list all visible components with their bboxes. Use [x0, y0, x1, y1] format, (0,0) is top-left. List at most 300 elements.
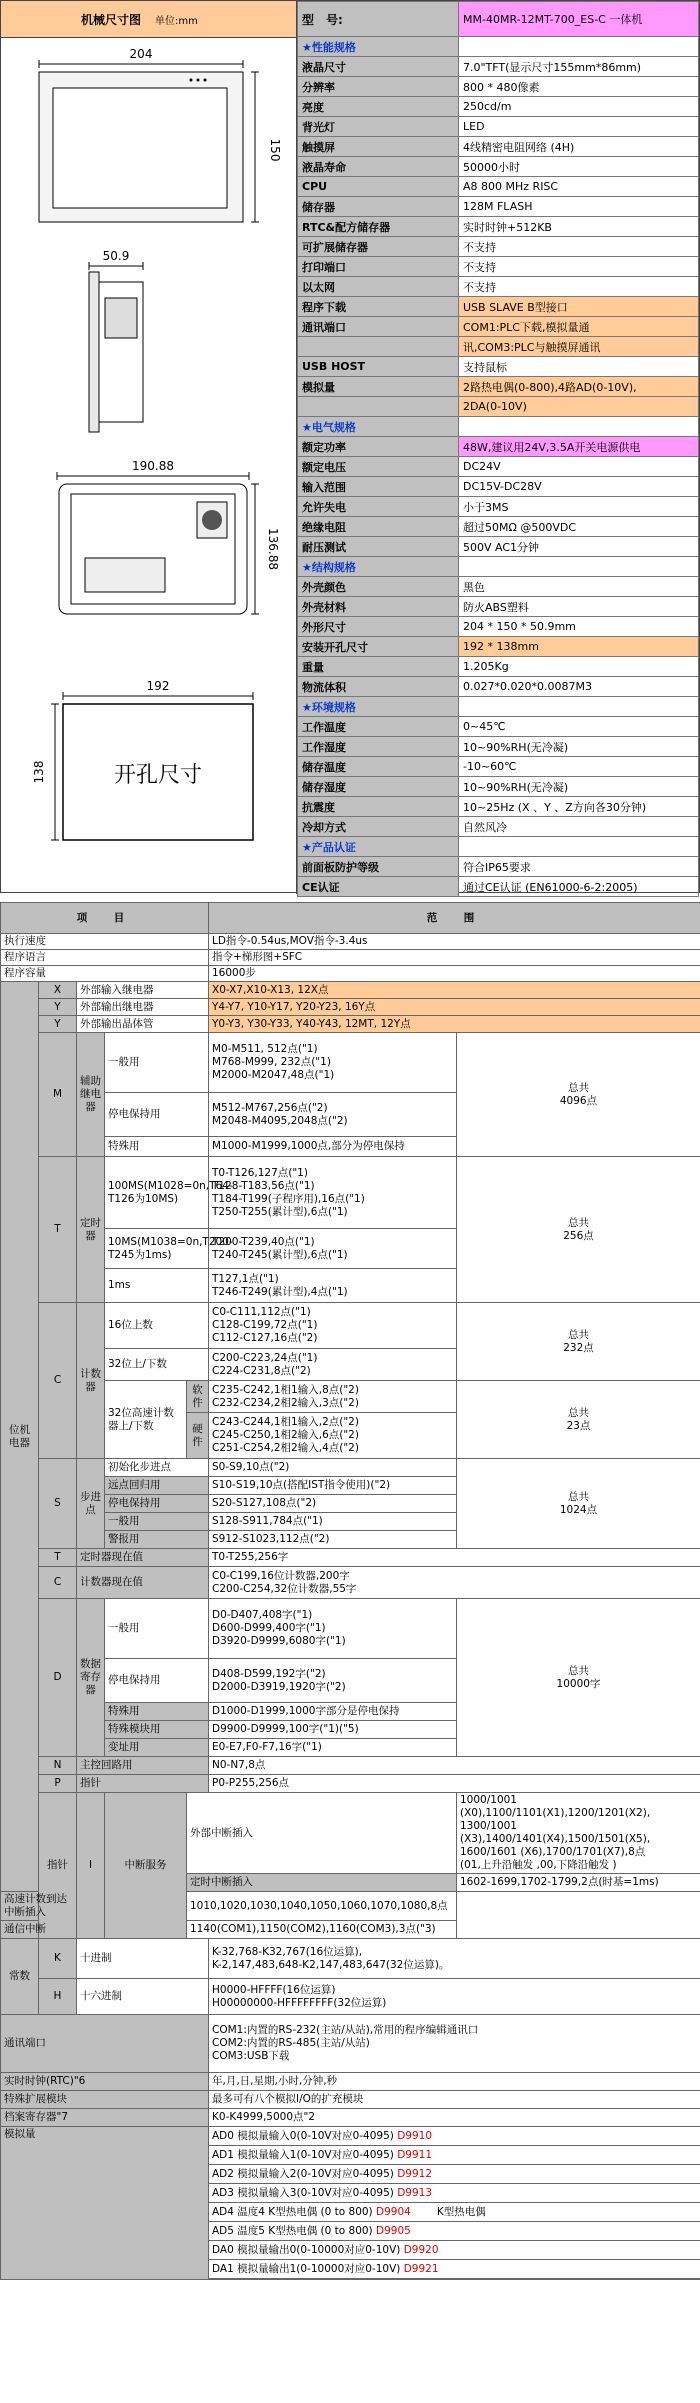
spec-value: 通过CE认证 (EN61000-6-2:2005) — [459, 877, 699, 897]
d2-key: 停电保持用 — [105, 1659, 209, 1703]
s1-key: 初始化步进点 — [105, 1459, 209, 1477]
spec-section-row — [298, 837, 699, 857]
x-key: 外部输入继电器 — [77, 982, 209, 999]
analog-cell — [209, 2184, 700, 2203]
spec-key: 工作温度 — [298, 717, 459, 737]
spec-key-blank — [298, 337, 459, 357]
spec-row — [298, 877, 699, 897]
p-key: 指针 — [77, 1775, 209, 1793]
d-group: 数据寄存器 — [77, 1599, 105, 1757]
spec-row — [298, 737, 699, 757]
p-code: P — [39, 1775, 77, 1793]
analog-row — [209, 2241, 700, 2260]
spec-key: USB HOST — [298, 357, 459, 377]
spec-key: 液晶尺寸 — [298, 57, 459, 77]
spec-value: 1.205Kg — [459, 657, 699, 677]
t-code: T — [39, 1157, 77, 1303]
spec-row — [298, 117, 699, 137]
y2-value: Y0-Y3, Y30-Y33, Y40-Y43, 12MT, 12Y点 — [209, 1016, 700, 1033]
spec-value: 0.027*0.020*0.0087M3 — [459, 677, 699, 697]
t-group: 定时器 — [77, 1157, 105, 1303]
spec-key: 抗震度 — [298, 797, 459, 817]
spec-value: 250cd/m — [459, 97, 699, 117]
spec-key: 前面板防护等级 — [298, 857, 459, 877]
exec-key: 执行速度 — [1, 934, 209, 950]
ext-value: 最多可有八个模拟I/O的扩充模块 — [209, 2091, 700, 2109]
spec-value: 黑色 — [459, 577, 699, 597]
spec-section-row — [298, 697, 699, 717]
i3-key: 高速计数到达中断插入 — [1, 1892, 77, 1921]
x-value: X0-X7,X10-X13, 12X点 — [209, 982, 700, 999]
spec-row — [298, 277, 699, 297]
spec-section-row — [298, 557, 699, 577]
i1-key: 外部中断插入 — [187, 1793, 457, 1874]
cv-code: C — [39, 1567, 77, 1599]
k-value: K-32,768-K32,767(16位运算), K-2,147,483,648-K2,147,483,647(32位运算)。 — [209, 1939, 700, 1979]
spec-value: DC24V — [459, 457, 699, 477]
spec-table-body — [298, 2, 699, 897]
m-group: 辅助继电器 — [77, 1033, 105, 1157]
spec-value: -10~60℃ — [459, 757, 699, 777]
com-value: COM1:内置的RS-232(主站/从站),常用的程序编辑通讯口 COM2:内置的RS-485(主站/从站) COM3:USB下载 — [209, 2015, 700, 2073]
drawings-title: 机械尺寸图 — [81, 12, 142, 27]
spec-key: 液晶寿命 — [298, 157, 459, 177]
analog-cell — [209, 2260, 700, 2279]
analog-table — [209, 2127, 700, 2279]
com-key: 通讯端口 — [1, 2015, 209, 2073]
spec-section-row — [298, 417, 699, 437]
t2-key: 10MS(M1038=0n,T200-T245为1ms) — [105, 1229, 209, 1269]
cv-value: C0-C199,16位计数器,200字 C200-C254,32位计数器,55字 — [209, 1567, 700, 1599]
spec-row — [298, 157, 699, 177]
spec-key: 工作湿度 — [298, 737, 459, 757]
spec-row — [298, 497, 699, 517]
c3-hard-value: C243-C244,1相1输入,2点("2) C245-C250,1相2输入,6点("2) C251-C254,2相2输入,4点("2) — [209, 1413, 457, 1459]
spec-value: USB SLAVE B型接口 — [459, 297, 699, 317]
spec-row — [298, 757, 699, 777]
cutout-label: 开孔尺寸 — [113, 763, 203, 788]
s1-value: S0-S9,10点("2) — [209, 1459, 457, 1477]
n-code: N — [39, 1757, 77, 1775]
spec-key-blank — [298, 397, 459, 417]
spec-row — [298, 177, 699, 197]
tv-code: T — [39, 1549, 77, 1567]
spec-key: 额定功率 — [298, 437, 459, 457]
s5-key: 警报用 — [105, 1531, 209, 1549]
spec-key: 打印端口 — [298, 257, 459, 277]
spec-row — [298, 437, 699, 457]
spec-key: 额定电压 — [298, 457, 459, 477]
h-key: 十六进制 — [77, 1979, 209, 2015]
spec-row — [298, 637, 699, 657]
spec-value: 符合IP65要求 — [459, 857, 699, 877]
spec-row-cont — [298, 337, 699, 357]
spec-row — [298, 317, 699, 337]
analog-desc: AD2 模拟量输入2(0-10V对应0-4095) — [212, 2167, 398, 2180]
s-group: 步进点 — [77, 1459, 105, 1549]
file-value: K0-K4999,5000点"2 — [209, 2109, 700, 2127]
header-item: 项 目 — [1, 903, 209, 934]
spec-key: 背光灯 — [298, 117, 459, 137]
spec-value: A8 800 MHz RISC — [459, 177, 699, 197]
spec-value: DC15V-DC28V — [459, 477, 699, 497]
c1-value: C0-C111,112点("1) C128-C199,72点("1) C112-C127,16点("2) — [209, 1303, 457, 1349]
analog-cell — [209, 2146, 700, 2165]
spec-value: 500V AC1分钟 — [459, 537, 699, 557]
analog-cell — [209, 2203, 700, 2222]
cv-key: 计数器现在值 — [77, 1567, 209, 1599]
spec-row — [298, 357, 699, 377]
cap-value: 16000步 — [209, 966, 700, 982]
i-group: 中断服务 — [105, 1793, 187, 1939]
rtc-key: 实时时钟(RTC)"6 — [1, 2073, 209, 2091]
analog-key: 模拟量 — [1, 2127, 209, 2280]
ext-key: 特殊扩展模块 — [1, 2091, 209, 2109]
bit-relay-group — [1, 982, 39, 1892]
m1-value: M0-M511, 512点("1) M768-M999, 232点("1) M2000-M2047,48点("1) — [209, 1033, 457, 1093]
spec-value: 实时时钟+512KB — [459, 217, 699, 237]
analog-cell — [209, 2222, 700, 2241]
spec-value: 不支持 — [459, 237, 699, 257]
spec-row — [298, 617, 699, 637]
spec-section-title: ★性能规格 — [298, 37, 459, 57]
s2-value: S10-S19,10点(搭配IST指令使用)("2) — [209, 1477, 457, 1495]
spec-value-cont: 讯,COM3:PLC与触摸屏通讯 — [459, 337, 699, 357]
s4-value: S128-S911,784点("1) — [209, 1513, 457, 1531]
analog-row — [209, 2165, 700, 2184]
spec-key: CE认证 — [298, 877, 459, 897]
spec-section-blank — [459, 557, 699, 577]
t3-key: 1ms — [105, 1269, 209, 1303]
analog-row — [209, 2127, 700, 2146]
side-depth-label: 50.9 — [102, 249, 130, 263]
d-total: 总共 10000字 — [457, 1599, 700, 1757]
spec-section-blank — [459, 37, 699, 57]
m1-key: 一般用 — [105, 1033, 209, 1093]
c-total: 总共 232点 — [457, 1303, 700, 1381]
spec-row — [298, 597, 699, 617]
mechanical-drawings — [1, 1, 297, 894]
spec-value: 不支持 — [459, 277, 699, 297]
spec-key: 重量 — [298, 657, 459, 677]
spec-key: 安装开孔尺寸 — [298, 637, 459, 657]
spec-row — [298, 477, 699, 497]
c3-soft-value: C235-C242,1相1输入,8点("2) C232-C234,2相2输入,3点("2) — [209, 1381, 457, 1413]
analog-row — [209, 2146, 700, 2165]
c1-key: 16位上数 — [105, 1303, 209, 1349]
t-total: 总共 256点 — [457, 1157, 700, 1303]
s5-value: S912-S1023,112点("2) — [209, 1531, 457, 1549]
analog-cell — [209, 2127, 700, 2146]
analog-register: D9920 — [403, 2243, 439, 2256]
i1-value: 1000/1001 (X0),1100/1101(X1),1200/1201(X2), 1300/1001 (X3),1400/1401(X4),1500/1501(X5), 1600/1601 (X6),1700/1701(X7),8点 (01,上升沿触发 ,00,下降沿触发 ) — [457, 1793, 700, 1874]
n-value: N0-N7,8点 — [209, 1757, 700, 1775]
front-view — [39, 47, 282, 222]
analog-row — [209, 2203, 700, 2222]
spec-row — [298, 197, 699, 217]
spec-row — [298, 577, 699, 597]
m-total: 总共 4096点 — [457, 1033, 700, 1157]
spec-row — [298, 377, 699, 397]
m-code: M — [39, 1033, 77, 1157]
y2-key: 外部输出晶体管 — [77, 1016, 209, 1033]
tv-value: T0-T255,256字 — [209, 1549, 700, 1567]
s3-key: 停电保持用 — [105, 1495, 209, 1513]
spec-section-row — [298, 37, 699, 57]
spec-value: 7.0"TFT(显示尺寸155mm*86mm) — [459, 57, 699, 77]
analog-cell — [209, 2241, 700, 2260]
s-code: S — [39, 1459, 77, 1549]
d-code: D — [39, 1599, 77, 1757]
model-key: 型 号: — [298, 2, 459, 37]
analog-note: K型热电偶 — [436, 2205, 486, 2218]
spec-key: 可扩展储存器 — [298, 237, 459, 257]
spec-row — [298, 77, 699, 97]
c3-key: 32位高速计数器上/下数 — [105, 1381, 187, 1459]
spec-key: 耐压测试 — [298, 537, 459, 557]
rtc-value: 年,月,日,星期,小时,分钟,秒 — [209, 2073, 700, 2091]
d5-value: E0-E7,F0-F7,16字("1) — [209, 1739, 457, 1757]
analog-row — [209, 2184, 700, 2203]
pointer-group: 指针 — [39, 1793, 77, 1939]
c2-key: 32位上/下数 — [105, 1349, 209, 1381]
analog-register: D9905 — [376, 2224, 411, 2237]
spec-key: 触摸屏 — [298, 137, 459, 157]
c3-hard: 硬件 — [187, 1413, 209, 1459]
spec-value: 10~25Hz (X 、Y 、Z方向各30分钟) — [459, 797, 699, 817]
d5-key: 变址用 — [105, 1739, 209, 1757]
analog-register: D9911 — [397, 2148, 433, 2161]
spec-key: 储存湿度 — [298, 777, 459, 797]
i3-value: 1010,1020,1030,1040,1050,1060,1070,1080,8点 — [187, 1892, 457, 1921]
d4-value: D9900-D9999,100字("1)("5) — [209, 1721, 457, 1739]
spec-section-title: ★产品认证 — [298, 837, 459, 857]
spec-row — [298, 237, 699, 257]
analog-desc: AD4 温度4 K型热电偶 (0 to 800) — [212, 2205, 376, 2218]
back-view — [57, 459, 280, 614]
n-key: 主控回路用 — [77, 1757, 209, 1775]
m3-key: 特殊用 — [105, 1137, 209, 1157]
spec-row — [298, 217, 699, 237]
spec-value: 128M FLASH — [459, 197, 699, 217]
file-key: 档案寄存器"7 — [1, 2109, 209, 2127]
spec-section-title: ★环境规格 — [298, 697, 459, 717]
spec-value: 自然风冷 — [459, 817, 699, 837]
spec-value: 48W,建议用24V,3.5A开关电源供电 — [459, 437, 699, 457]
s-total: 总共 1024点 — [457, 1459, 700, 1549]
spec-row — [298, 537, 699, 557]
side-view — [89, 249, 143, 432]
i4-key: 通信中断 — [1, 1921, 77, 1939]
c-code: C — [39, 1303, 77, 1459]
y-code: Y — [39, 999, 77, 1016]
spec-key: 亮度 — [298, 97, 459, 117]
spec-section-blank — [459, 837, 699, 857]
exec-value: LD指令-0.54us,MOV指令-3.4us — [209, 934, 700, 950]
cutout-view — [32, 679, 253, 840]
spec-row — [298, 777, 699, 797]
d1-value: D0-D407,408字("1) D600-D999,400字("1) D3920-D9999,6080字("1) — [209, 1599, 457, 1659]
spec-row — [298, 817, 699, 837]
p-value: P0-P255,256点 — [209, 1775, 700, 1793]
cutout-width-label: 192 — [146, 679, 170, 693]
i4-value: 1140(COM1),1150(COM2),1160(COM3),3点("3) — [187, 1921, 457, 1939]
spec-key: RTC&配方储存器 — [298, 217, 459, 237]
spec-value: 防火ABS塑料 — [459, 597, 699, 617]
spec-key: 模拟量 — [298, 377, 459, 397]
spec-value: 0~45℃ — [459, 717, 699, 737]
spec-row-cont — [298, 397, 699, 417]
spec-value: 4线精密电阻网络 (4H) — [459, 137, 699, 157]
t3-value: T127,1点("1) T246-T249(累计型),4点("1) — [209, 1269, 457, 1303]
analog-cell — [209, 2165, 700, 2184]
spec-row — [298, 297, 699, 317]
spec-value: 10~90%RH(无冷凝) — [459, 737, 699, 757]
k-key: 十进制 — [77, 1939, 209, 1979]
spec-row — [298, 457, 699, 477]
d3-key: 特殊用 — [105, 1703, 209, 1721]
plc-spec-table — [0, 902, 700, 2280]
spec-value: 超过50MΩ @500VDC — [459, 517, 699, 537]
spec-row — [298, 717, 699, 737]
t2-value: T200-T239,40点("1) T240-T245(累计型),6点("1) — [209, 1229, 457, 1269]
i-code: I — [77, 1793, 105, 1939]
spec-key: 冷却方式 — [298, 817, 459, 837]
d3-value: D1000-D1999,1000字部分是停电保持 — [209, 1703, 457, 1721]
back-height-label: 136.88 — [266, 528, 280, 570]
lang-value: 指令+梯形图+SFC — [209, 950, 700, 966]
spec-key: 通讯端口 — [298, 317, 459, 337]
m2-value: M512-M767,256点("2) M2048-M4095,2048点("2) — [209, 1093, 457, 1137]
c3-total: 总共 23点 — [457, 1381, 700, 1459]
i2-value: 1602-1699,1702-1799,2点(时基=1ms) — [457, 1874, 700, 1892]
analog-register: D9921 — [403, 2262, 439, 2275]
spec-row — [298, 797, 699, 817]
spec-key: 允许失电 — [298, 497, 459, 517]
bit-relay-label: 位机电器 — [9, 1423, 30, 1449]
spec-section-title: ★电气规格 — [298, 417, 459, 437]
spec-section-blank — [459, 417, 699, 437]
spec-value: 204 * 150 * 50.9mm — [459, 617, 699, 637]
m3-value: M1000-M1999,1000点,部分为停电保持 — [209, 1137, 457, 1157]
front-width-label: 204 — [129, 47, 153, 61]
spec-key: 以太网 — [298, 277, 459, 297]
spec-value: COM1:PLC下载,模拟量通 — [459, 317, 699, 337]
spec-row — [298, 677, 699, 697]
y2-code: Y — [39, 1016, 77, 1033]
spec-row — [298, 657, 699, 677]
spec-table — [297, 1, 699, 897]
spec-section-blank — [459, 697, 699, 717]
spec-key: 分辨率 — [298, 77, 459, 97]
spec-value: LED — [459, 117, 699, 137]
t1-value: T0-T126,127点("1) T128-T183,56点("1) T184-T199(子程序用),16点("1) T250-T255(累计型),6点("1) — [209, 1157, 457, 1229]
analog-desc: AD0 模拟量输入0(0-10V对应0-4095) — [212, 2129, 398, 2142]
s4-key: 一般用 — [105, 1513, 209, 1531]
spec-value: 2路热电偶(0-800),4路AD(0-10V), — [459, 377, 699, 397]
s2-key: 远点回归用 — [105, 1477, 209, 1495]
spec-value: 192 * 138mm — [459, 637, 699, 657]
spec-value: 不支持 — [459, 257, 699, 277]
t1-key: 100MS(M1028=0n,T64-T126为10MS) — [105, 1157, 209, 1229]
drawings-unit: 单位:mm — [155, 15, 198, 27]
k-code: K — [39, 1939, 77, 1979]
analog-row — [209, 2260, 700, 2279]
spec-row — [298, 517, 699, 537]
analog-desc: DA0 模拟量输出0(0-10000对应0-10V) — [212, 2243, 404, 2256]
cutout-height-label: 138 — [32, 760, 46, 784]
back-width-label: 190.88 — [132, 459, 174, 473]
spec-key: 绝缘电阻 — [298, 517, 459, 537]
spec-value: 800 * 480像素 — [459, 77, 699, 97]
spec-value: 50000小时 — [459, 157, 699, 177]
spec-key: 储存温度 — [298, 757, 459, 777]
spec-value-cont: 2DA(0-10V) — [459, 397, 699, 417]
analog-desc: AD1 模拟量输入1(0-10V对应0-4095) — [212, 2148, 398, 2161]
m2-key: 停电保持用 — [105, 1093, 209, 1137]
spec-row — [298, 857, 699, 877]
analog-register: D9904 — [376, 2205, 411, 2218]
h-code: H — [39, 1979, 77, 2015]
h-value: H0000-HFFFF(16位运算) H00000000-HFFFFFFFF(32位运算) — [209, 1979, 700, 2015]
spec-row — [298, 137, 699, 157]
analog-desc: DA1 模拟量输出1(0-10000对应0-10V) — [212, 2262, 404, 2275]
y-key: 外部输出继电器 — [77, 999, 209, 1016]
analog-list — [209, 2127, 700, 2280]
spec-key: 输入范围 — [298, 477, 459, 497]
header-range: 范 围 — [209, 903, 700, 934]
spec-value: 小于3MS — [459, 497, 699, 517]
spec-value: 10~90%RH(无冷凝) — [459, 777, 699, 797]
spec-key: 外壳颜色 — [298, 577, 459, 597]
spec-row — [298, 57, 699, 77]
dimension-drawings — [1, 38, 295, 894]
analog-desc: AD5 温度5 K型热电偶 (0 to 800) — [212, 2224, 376, 2237]
spec-key: 程序下载 — [298, 297, 459, 317]
analog-register: D9910 — [397, 2129, 433, 2142]
drawings-header — [1, 1, 296, 38]
tv-key: 定时器现在值 — [77, 1549, 209, 1567]
c3-soft: 软件 — [187, 1381, 209, 1413]
spec-row — [298, 257, 699, 277]
spec-section-title: ★结构规格 — [298, 557, 459, 577]
spec-value: 支持鼠标 — [459, 357, 699, 377]
s3-value: S20-S127,108点("2) — [209, 1495, 457, 1513]
y-value: Y4-Y7, Y10-Y17, Y20-Y23, 16Y点 — [209, 999, 700, 1016]
spec-row — [298, 97, 699, 117]
front-height-label: 150 — [268, 138, 282, 162]
spec-key: 物流体积 — [298, 677, 459, 697]
c2-value: C200-C223,24点("1) C224-C231,8点("2) — [209, 1349, 457, 1381]
spec-key: CPU — [298, 177, 459, 197]
analog-register: D9913 — [397, 2186, 433, 2199]
x-code: X — [39, 982, 77, 999]
i2-key: 定时中断插入 — [187, 1874, 457, 1892]
analog-row — [209, 2222, 700, 2241]
spec-key: 外形尺寸 — [298, 617, 459, 637]
spec-key: 外壳材料 — [298, 597, 459, 617]
cap-key: 程序容量 — [1, 966, 209, 982]
model-value: MM-40MR-12MT-700_ES-C 一体机 — [459, 2, 699, 37]
d1-key: 一般用 — [105, 1599, 209, 1659]
analog-register: D9912 — [397, 2167, 433, 2180]
spec-key: 储存器 — [298, 197, 459, 217]
c-group: 计数器 — [77, 1303, 105, 1459]
lang-key: 程序语言 — [1, 950, 209, 966]
model-row — [298, 2, 699, 37]
const-group: 常数 — [1, 1939, 39, 2015]
spec-sheet-top — [0, 0, 700, 893]
